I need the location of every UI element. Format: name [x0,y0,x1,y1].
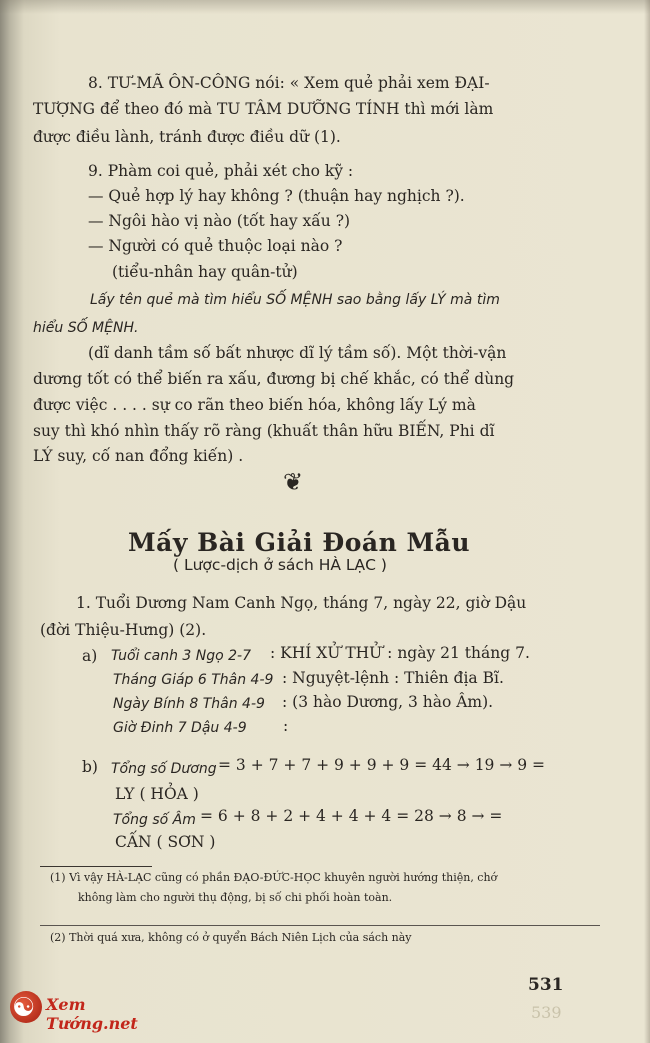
example-b-label: b) [82,758,98,776]
example-b3-left: Tổng số Âm [113,812,196,828]
italic-note-line-1: Lấy tên quẻ mà tìm hiểu SỐ MỆNH sao bằng lấy LÝ mà tìm [90,292,500,308]
example-a3-left: Ngày Bính 8 Thân 4-9 [113,696,265,712]
paragraph-8-line-3: được điều lành, tránh được điều dữ (1). [33,128,341,146]
example-b3-right: = 6 + 8 + 2 + 4 + 4 + 4 = 28 → 8 → = [200,807,503,825]
watermark-text: Xem Tướng.net [46,995,138,1033]
example-b4: CẤN ( SƠN ) [115,833,216,851]
paragraph-line-5: LÝ suy, cố nan đổng kiến) . [33,447,244,465]
footnote-1-line-1: (1) Vì vậy HÀ-LẠC cũng có phần ĐẠO-ĐỨC-HỌC khuyên người hướng thiện, chớ [50,871,498,884]
example-b2: LY ( HỎA ) [115,785,199,803]
bleed-through-page-number: 539 [531,1003,562,1022]
example-line-1: 1. Tuổi Dương Nam Canh Ngọ, tháng 7, ngày 22, giờ Dậu [76,594,527,612]
watermark-logo [10,989,170,1033]
paragraph-9-line-2: — Quẻ hợp lý hay không ? (thuận hay nghịch ?). [88,187,465,205]
footnote-2: (2) Thời quá xưa, không có ở quyển Bách Niên Lịch của sách này [50,931,412,944]
example-b1-left: Tổng số Dương [111,761,217,777]
paragraph-9-line-1: 9. Phàm coi quẻ, phải xét cho kỹ : [88,162,354,180]
section-subtitle: ( Lược-dịch ở sách HÀ LẠC ) [173,556,387,574]
paragraph-9-line-3: — Ngôi hào vị nào (tốt hay xấu ?) [88,212,351,230]
page-number: 531 [528,975,564,995]
example-a1-left: Tuổi canh 3 Ngọ 2-7 [111,648,251,664]
page-edge-shadow [644,0,650,1043]
paragraph-line-3: được việc . . . . sự co rãn theo biến hóa, không lấy Lý mà [33,396,476,414]
example-a4-left: Giờ Đinh 7 Dậu 4-9 [113,720,247,736]
paragraph-9-line-5: (tiểu-nhân hay quân-tử) [112,263,298,281]
example-a-label: a) [82,647,98,665]
paragraph-8-line-1: 8. TƯ-MÃ ÔN-CÔNG nói: « Xem quẻ phải xem ĐẠI- [88,74,490,92]
example-a2-right: : Nguyệt-lệnh : Thiên địa Bĩ. [282,669,504,687]
ornament-icon: ❦ [283,468,304,496]
example-line-2: (đời Thiệu-Hưng) (2). [40,621,207,639]
example-a1-right: : KHÍ XỬ THỬ : ngày 21 tháng 7. [270,644,530,662]
example-a4-right: : [283,717,289,735]
page-shadow [0,0,650,14]
paragraph-8-line-2: TƯỢNG để theo đó mà TU TÂM DƯỠNG TÍNH thì mới làm [33,100,494,118]
paragraph-9-line-4: — Người có quẻ thuộc loại nào ? [88,237,343,255]
footnote-separator [40,925,600,926]
footnote-1-line-2: không làm cho người thụ động, bị số chi phối hoàn toàn. [78,891,393,904]
yin-yang-icon: ☯ [10,991,42,1023]
footnote-divider [40,866,152,867]
example-b1-right: = 3 + 7 + 7 + 9 + 9 + 9 = 44 → 19 → 9 = [218,756,546,774]
section-title: Mấy Bài Giải Đoán Mẫu [128,528,471,557]
italic-note-line-2: hiểu SỐ MỆNH. [33,320,139,336]
paragraph-line-4: suy thì khó nhìn thấy rõ ràng (khuất thân hữu BIẾN, Phi dĩ [33,422,495,440]
example-a3-right: : (3 hào Dương, 3 hào Âm). [282,693,494,711]
paragraph-line-2: dương tốt có thể biến ra xấu, đương bị chế khắc, có thể dùng [33,370,515,388]
paragraph-line-1: (dĩ danh tầm số bất nhược dĩ lý tầm số). Một thời-vận [88,344,507,362]
example-a2-left: Tháng Giáp 6 Thân 4-9 [113,672,274,688]
